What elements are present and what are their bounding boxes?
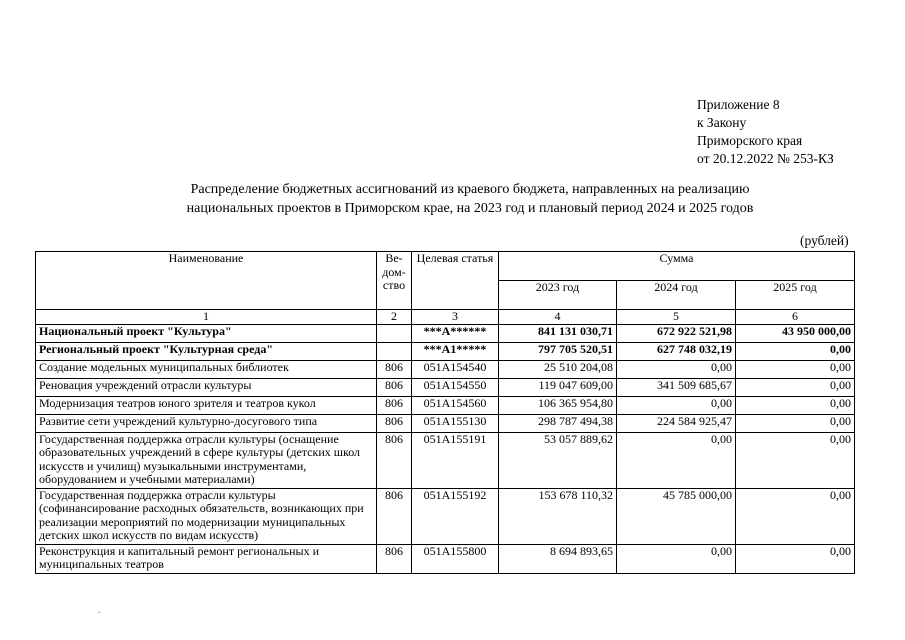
row-2023: 53 057 889,62 xyxy=(499,432,617,488)
row-dept: 806 xyxy=(377,544,412,573)
appendix-line: Приморского края xyxy=(697,133,803,148)
row-dept: 806 xyxy=(377,396,412,414)
row-dept xyxy=(377,342,412,360)
header-year-2025: 2025 год xyxy=(736,281,855,310)
row-dept xyxy=(377,324,412,342)
row-2025: 0,00 xyxy=(736,544,855,573)
row-2025: 0,00 xyxy=(736,342,855,360)
row-article: 051А155192 xyxy=(412,488,499,544)
header-sum: Сумма xyxy=(499,252,855,281)
row-article: 051А155191 xyxy=(412,432,499,488)
row-name: Реконструкция и капитальный ремонт региональных и муниципальных театров xyxy=(36,544,377,573)
row-2023: 153 678 110,32 xyxy=(499,488,617,544)
column-number: 2 xyxy=(377,310,412,325)
row-name: Региональный проект "Культурная среда" xyxy=(36,342,377,360)
table-row xyxy=(36,544,855,573)
row-dept: 806 xyxy=(377,378,412,396)
row-2023: 8 694 893,65 xyxy=(499,544,617,573)
table-row xyxy=(36,488,855,544)
table-row xyxy=(36,432,855,488)
row-2025: 0,00 xyxy=(736,432,855,488)
row-dept: 806 xyxy=(377,432,412,488)
row-2024: 672 922 521,98 xyxy=(617,324,736,342)
row-2024: 0,00 xyxy=(617,396,736,414)
row-dept: 806 xyxy=(377,360,412,378)
row-2025: 0,00 xyxy=(736,414,855,432)
header-name: Наименование xyxy=(36,252,377,310)
column-number: 3 xyxy=(412,310,499,325)
table-row xyxy=(36,378,855,396)
column-number: 1 xyxy=(36,310,377,325)
row-2024: 627 748 032,19 xyxy=(617,342,736,360)
header-dept-part: дом- xyxy=(382,264,406,279)
row-name: Национальный проект "Культура" xyxy=(36,324,377,342)
row-article: 051А155800 xyxy=(412,544,499,573)
row-2023: 106 365 954,80 xyxy=(499,396,617,414)
title-line: Распределение бюджетных ассигнований из краевого бюджета, направленных на реализацию xyxy=(190,182,750,197)
row-2025: 0,00 xyxy=(736,396,855,414)
header-year-2023: 2023 год xyxy=(499,281,617,310)
row-name: Реновация учреждений отрасли культуры xyxy=(36,378,377,396)
row-2024: 341 509 685,67 xyxy=(617,378,736,396)
row-2024: 0,00 xyxy=(617,360,736,378)
row-2025: 0,00 xyxy=(736,360,855,378)
row-2023: 298 787 494,38 xyxy=(499,414,617,432)
row-article: 051А155130 xyxy=(412,414,499,432)
row-article: ***А1***** xyxy=(412,342,499,360)
title-line: национальных проектов в Приморском крае, на 2023 год и плановый период 2024 и 2025 годов xyxy=(186,201,754,216)
table-row xyxy=(36,414,855,432)
header-dept-part: Ве- xyxy=(385,251,403,265)
row-article: 051А154560 xyxy=(412,396,499,414)
row-2025: 0,00 xyxy=(736,378,855,396)
table-row xyxy=(36,360,855,378)
header-dept-part: ство xyxy=(382,278,406,292)
row-name: Государственная поддержка отрасли культуры (софинансирование расходных обязательств, возникающих при реализации мероприятий по модернизации муниципальных детских школ искусств по видам искусств) xyxy=(36,488,377,544)
units-label: (рублей) xyxy=(800,233,849,248)
row-name: Развитие сети учреждений культурно-досугового типа xyxy=(36,414,377,432)
scan-speck: . xyxy=(98,605,101,616)
row-2024: 0,00 xyxy=(617,432,736,488)
row-name: Создание модельных муниципальных библиотек xyxy=(36,360,377,378)
header-dept xyxy=(377,252,412,310)
row-2024: 45 785 000,00 xyxy=(617,488,736,544)
appendix-line: от 20.12.2022 № 253-КЗ xyxy=(697,151,834,166)
table-row xyxy=(36,324,855,342)
row-2024: 224 584 925,47 xyxy=(617,414,736,432)
row-article: ***А****** xyxy=(412,324,499,342)
column-number: 6 xyxy=(736,310,855,325)
budget-table xyxy=(35,251,855,574)
row-name: Модернизация театров юного зрителя и театров кукол xyxy=(36,396,377,414)
header-article: Целевая статья xyxy=(412,252,499,310)
document-title xyxy=(60,180,880,218)
appendix-line: Приложение 8 xyxy=(697,97,780,112)
row-article: 051А154540 xyxy=(412,360,499,378)
row-2023: 841 131 030,71 xyxy=(499,324,617,342)
header-year-2024: 2024 год xyxy=(617,281,736,310)
column-number: 5 xyxy=(617,310,736,325)
row-2023: 119 047 609,00 xyxy=(499,378,617,396)
row-2025: 43 950 000,00 xyxy=(736,324,855,342)
table-row xyxy=(36,342,855,360)
row-2024: 0,00 xyxy=(617,544,736,573)
row-dept: 806 xyxy=(377,488,412,544)
row-2025: 0,00 xyxy=(736,488,855,544)
appendix-line: к Закону xyxy=(697,115,747,130)
table-row xyxy=(36,396,855,414)
row-2023: 25 510 204,08 xyxy=(499,360,617,378)
row-article: 051А154550 xyxy=(412,378,499,396)
row-dept: 806 xyxy=(377,414,412,432)
row-name: Государственная поддержка отрасли культуры (оснащение образовательных учреждений в сфере культуры (детских школ искусств и училищ) музыкальными инструментами, оборудованием и учебными материалами) xyxy=(36,432,377,488)
column-number: 4 xyxy=(499,310,617,325)
row-2023: 797 705 520,51 xyxy=(499,342,617,360)
appendix-block xyxy=(697,96,834,168)
